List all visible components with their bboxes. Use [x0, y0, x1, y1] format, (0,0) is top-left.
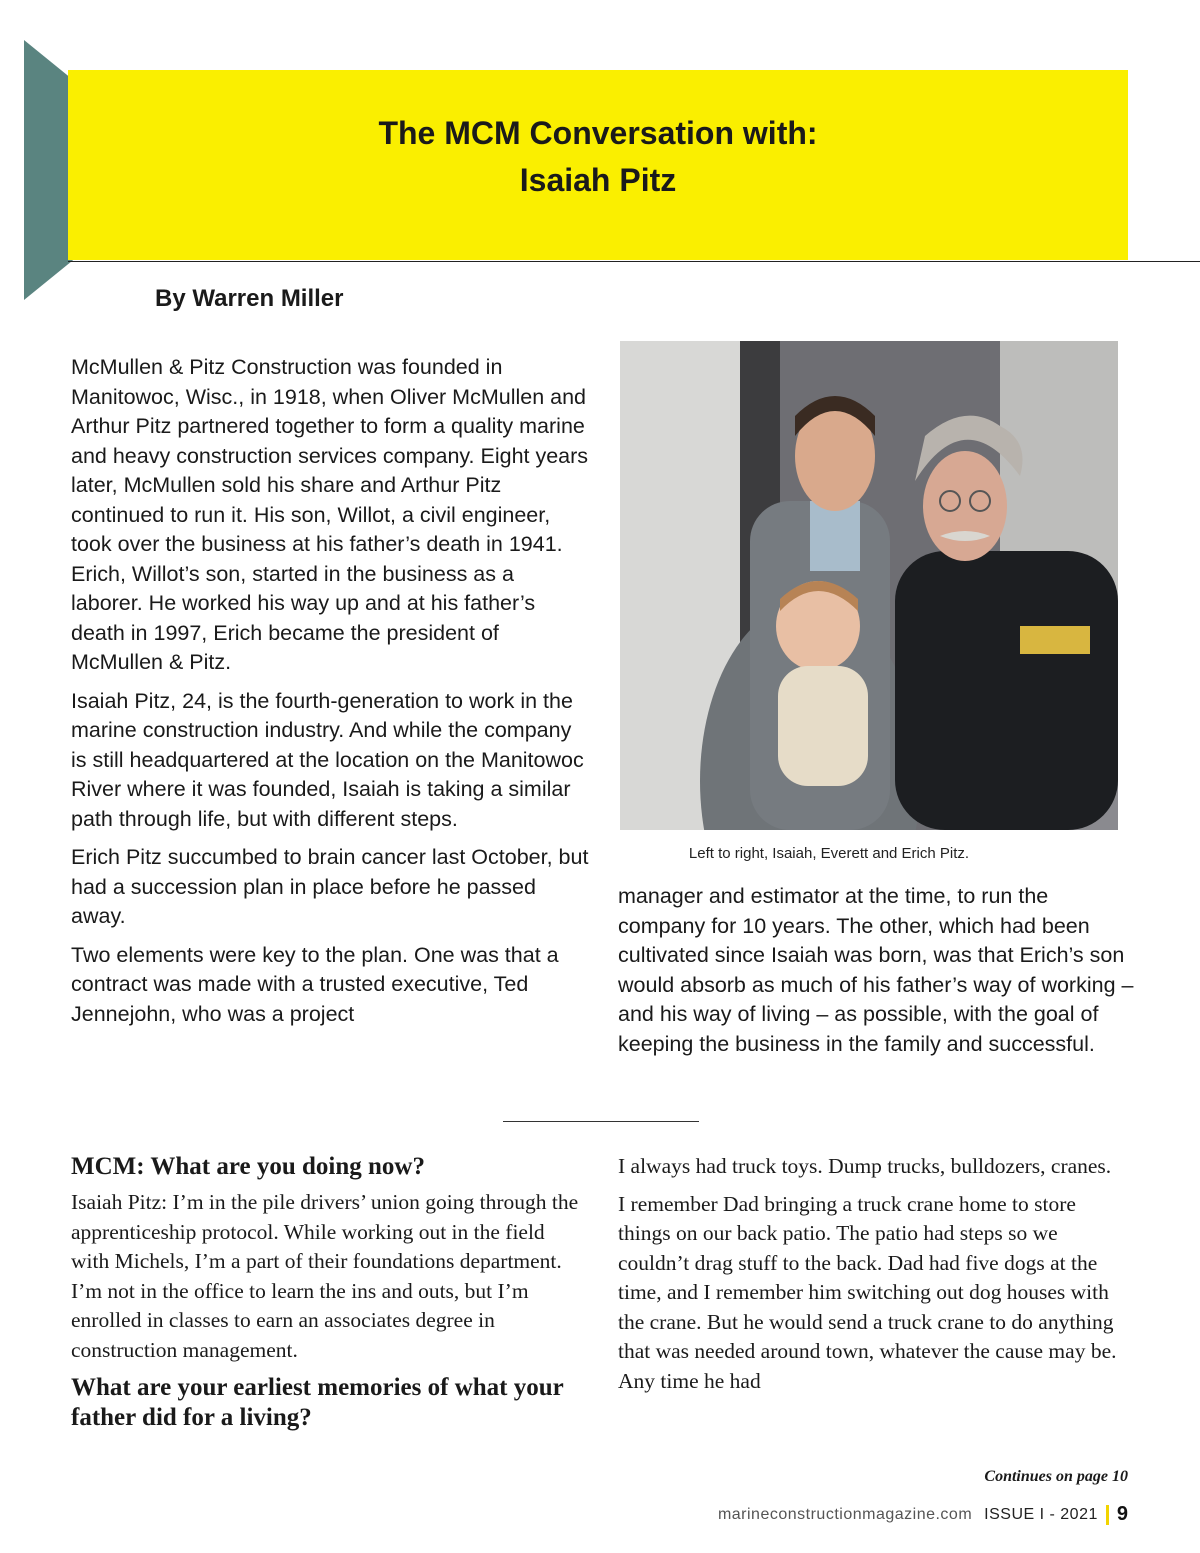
- interview-answer: Isaiah Pitz: I’m in the pile drivers’ union going through the apprenticeship protocol. While working out in the field with Michels, I’m a part of their foundations department. I’m not in the office to learn the ins and outs, but I’m enrolled in classes to earn an associates degree in construction management.: [71, 1190, 579, 1362]
- intro-paragraph: Isaiah Pitz, 24, is the fourth-generation to work in the marine construction industry. And while the company is still headquartered at the location on the Manitowoc River where it was founded, Isaiah is taking a similar path through life, but with different steps.: [71, 688, 584, 831]
- interview-answer: I remember Dad bringing a truck crane home to store things on our back patio. The patio had steps so we couldn’t drag stuff to the back. Dad had five dogs at the time, and I remember him switching out dog houses with the crane. But he would send a truck crane to do anything that was needed around town, whatever the cause may be. Any time he had: [618, 1191, 1117, 1393]
- family-photo: [620, 341, 1118, 830]
- intro-paragraph: Two elements were key to the plan. One was that a contract was made with a trusted executive, Ted Jennejohn, who was a project: [71, 942, 559, 1026]
- interview-question: MCM: What are you doing now?: [71, 1153, 425, 1180]
- intro-right-column: [618, 882, 1138, 1068]
- footer-issue: ISSUE I - 2021: [984, 1505, 1098, 1523]
- byline: By Warren Miller: [155, 285, 344, 312]
- page-number: 9: [1116, 1503, 1128, 1525]
- page-title: The MCM Conversation with:: [378, 115, 818, 151]
- interview-right-column: [618, 1152, 1130, 1404]
- intro-paragraph: Erich Pitz succumbed to brain cancer last October, but had a succession plan in place before he passed away.: [71, 845, 589, 928]
- footer-separator: [1106, 1505, 1109, 1525]
- page-subtitle: Isaiah Pitz: [519, 162, 677, 198]
- intro-paragraph: manager and estimator at the time, to run the company for 10 years. The other, which had been cultivated since Isaiah was born, was that Erich’s son would absorb as much of his father’s way of working – and his way of living – as possible, with the goal of keeping the business in the family and successful.: [618, 884, 1134, 1056]
- photo-illustration: [620, 341, 1118, 830]
- footer-website: marineconstructionmagazine.com: [717, 1505, 973, 1523]
- intro-paragraph: McMullen & Pitz Construction was founded in Manitowoc, Wisc., in 1918, when Oliver McMullen and Arthur Pitz partnered together to form a quality marine and heavy construction services company. Eight years later, McMullen sold his share and Arthur Pitz continued to run it. His son, Willot, a civil engineer, took over the business at his father’s death in 1941. Erich, Willot’s son, started in the business as a laborer. He worked his way up and at his father’s death in 1997, Erich became the president of McMullen & Pitz.: [71, 355, 589, 674]
- title-divider: [68, 261, 1200, 262]
- interview-answer: I always had truck toys. Dump trucks, bulldozers, cranes.: [618, 1154, 1112, 1178]
- intro-left-column: [71, 353, 591, 1038]
- photo-caption: Left to right, Isaiah, Everett and Erich Pitz.: [688, 845, 970, 862]
- section-divider: [503, 1121, 699, 1122]
- interview-question: What are your earliest memories of what your father did for a living?: [71, 1374, 564, 1431]
- interview-left-column: [71, 1152, 581, 1439]
- continuation-note: Continues on page 10: [984, 1468, 1128, 1485]
- page-footer: [718, 1503, 1128, 1526]
